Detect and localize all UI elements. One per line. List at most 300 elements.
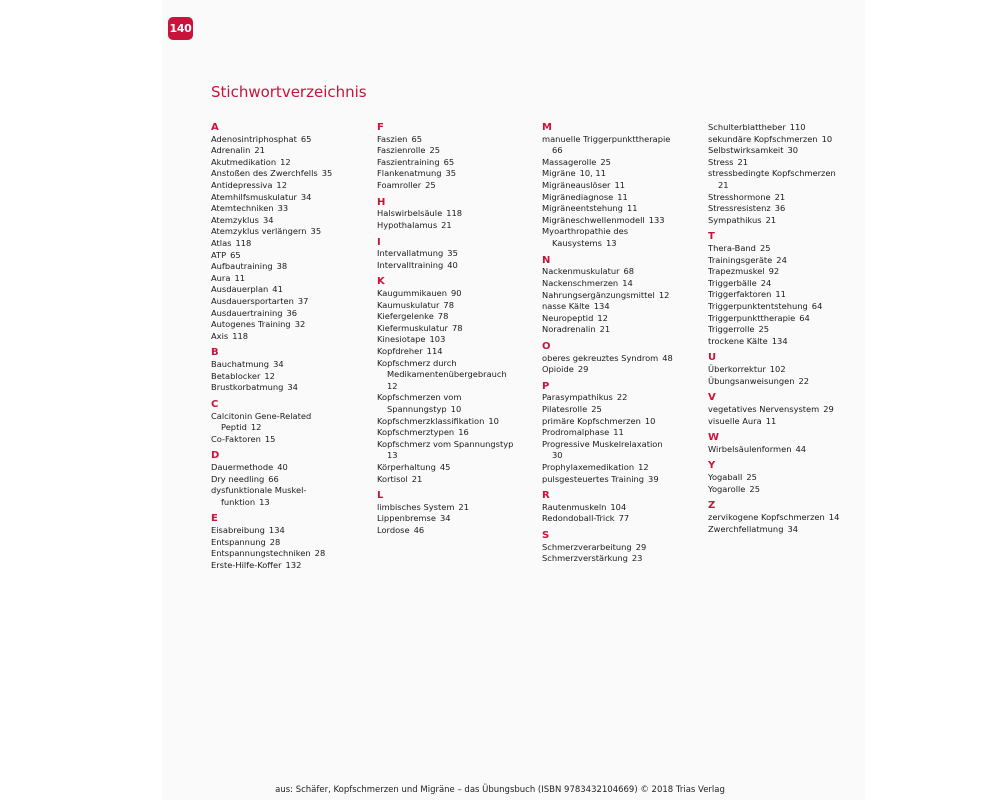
entry-term: Rautenmuskeln: [542, 501, 607, 512]
entry-term: Thera-Band: [708, 243, 756, 254]
entry-page-ref: 25: [749, 483, 760, 494]
index-entry: [542, 134, 702, 146]
index-entry: [542, 203, 702, 215]
entry-page-ref: 32: [294, 319, 306, 330]
entry-term: Dauermethode: [211, 462, 274, 472]
entry-term: Ausdauersportarten: [211, 296, 294, 306]
index-entry: [211, 422, 371, 434]
index-entry: [708, 524, 868, 536]
index-entry: [708, 203, 868, 215]
entry-term: Redondoball-Trick: [542, 513, 615, 524]
entry-term: Akutmedikation: [211, 156, 277, 167]
entry-term: nasse Kälte: [542, 301, 590, 312]
section-letter: B: [211, 347, 219, 359]
entry-term: Aura: [211, 272, 231, 283]
entry-term: Kaugummikauen: [377, 288, 447, 299]
entry-page-ref: 11: [617, 191, 628, 202]
entry-page-ref: 11: [775, 289, 786, 300]
index-section: [542, 255, 702, 336]
source-footer: aus: Schäfer, Kopfschmerzen und Migräne – das Übungsbuch (ISBN 9783432104669) © 2018 Trias Verlag: [275, 785, 725, 795]
entry-page-ref: 78: [451, 322, 463, 333]
entry-term: Lippenbremse: [377, 513, 436, 524]
section-letter: S: [542, 530, 550, 542]
entry-page-ref: 25: [759, 243, 771, 254]
entry-term: Foamroller: [377, 180, 422, 191]
entry-term: Kiefermuskulatur: [377, 322, 448, 333]
entry-page-ref: 48: [662, 352, 673, 363]
index-section: [211, 347, 371, 393]
entry-term: 12: [387, 380, 398, 391]
entry-page-ref: 35: [321, 168, 333, 179]
entry-page-ref: 35: [310, 226, 322, 237]
index-entry: [542, 353, 702, 365]
index-column-2: [377, 122, 537, 542]
entry-page-ref: 37: [297, 296, 309, 306]
section-letter: N: [542, 254, 551, 266]
index-entry: [377, 311, 537, 323]
entry-term: Hypothalamus: [377, 219, 438, 230]
index-entry: [377, 462, 537, 474]
section-letter: M: [542, 122, 552, 133]
index-entry: [377, 450, 537, 462]
entry-page-ref: 34: [300, 191, 312, 202]
entry-term: Intervalltraining: [377, 259, 444, 270]
index-entry: [377, 334, 537, 346]
index-entry: [377, 416, 537, 428]
index-entry: [377, 134, 537, 146]
index-entry: [542, 324, 702, 336]
index-entry: [708, 289, 868, 301]
entry-term: stressbedingte Kopfschmerzen: [708, 168, 836, 179]
entry-term: Progressive Muskelrelaxation: [542, 438, 663, 449]
entry-term: Nackenmuskulatur: [542, 266, 620, 277]
entry-page-ref: 65: [411, 133, 423, 144]
index-column-1: [211, 122, 371, 576]
index-entry: [211, 474, 371, 486]
index-entry: [211, 411, 371, 423]
index-entry: [211, 319, 371, 331]
entry-page-ref: 34: [439, 513, 451, 524]
entry-page-ref: 41: [272, 284, 283, 295]
entry-term: Schmerzverarbeitung: [542, 541, 632, 552]
entry-term: Triggerrolle: [708, 324, 755, 335]
entry-term: 66: [552, 145, 563, 156]
index-entry: [708, 278, 868, 290]
entry-page-ref: 13: [259, 496, 270, 507]
index-entry: [708, 324, 868, 336]
entry-page-ref: 28: [269, 536, 281, 547]
entry-term: manuelle Triggerpunkttherapie: [542, 133, 671, 144]
section-letter: Z: [708, 500, 716, 512]
entry-term: Autogenes Training: [211, 319, 291, 330]
index-entry: [377, 168, 537, 180]
entry-term: Kausystems: [552, 238, 602, 249]
entry-page-ref: 12: [276, 180, 287, 191]
entry-page-ref: 35: [445, 168, 457, 179]
entry-page-ref: 38: [276, 261, 288, 272]
entry-term: Pilatesrolle: [542, 404, 588, 415]
entry-page-ref: 14: [828, 511, 840, 522]
index-entry: [542, 474, 702, 486]
entry-page-ref: 12: [280, 156, 291, 167]
entry-term: Kinesiotape: [377, 334, 426, 345]
index-entry: [211, 215, 371, 227]
entry-term: Faszienrolle: [377, 145, 426, 156]
index-entry: [211, 308, 371, 320]
index-entry: [377, 208, 537, 220]
entry-term: Neuropeptid: [542, 312, 594, 323]
entry-term: Migräneschwellenmodell: [542, 214, 645, 225]
index-entry: [542, 313, 702, 325]
entry-term: Halswirbelsäule: [377, 208, 443, 219]
entry-term: trockene Kälte: [708, 335, 768, 346]
index-entry: [211, 462, 371, 474]
entry-page-ref: 11: [626, 203, 638, 214]
entry-page-ref: 134: [771, 335, 788, 346]
entry-page-ref: 66: [268, 473, 279, 484]
entry-page-ref: 77: [618, 513, 630, 524]
entry-term: Lordose: [377, 525, 410, 536]
entry-page-ref: 134: [593, 301, 610, 312]
entry-page-ref: 64: [811, 301, 823, 311]
entry-page-ref: 46: [413, 525, 425, 536]
index-entry: [377, 346, 537, 358]
entry-term: Prodromalphase: [542, 427, 610, 438]
entry-page-ref: 25: [600, 156, 611, 167]
index-section: [542, 490, 702, 525]
entry-term: Triggerbälle: [708, 277, 757, 288]
entry-page-ref: 14: [622, 277, 633, 288]
index-entry: [708, 512, 868, 524]
entry-page-ref: 28: [314, 548, 326, 559]
index-entry: [708, 215, 868, 227]
index-entry: [542, 364, 702, 376]
entry-page-ref: 11: [234, 272, 245, 283]
entry-term: Dry needling: [211, 473, 265, 484]
entry-term: Stresshormone: [708, 191, 771, 202]
entry-page-ref: 40: [447, 259, 458, 270]
entry-term: 30: [552, 450, 563, 461]
index-entry: [542, 392, 702, 404]
entry-term: Calcitonin Gene-Related: [211, 410, 312, 421]
index-entry: [377, 427, 537, 439]
entry-term: Spannungstyp: [387, 404, 447, 415]
entry-page-ref: 21: [599, 324, 611, 335]
section-letter: Y: [708, 460, 716, 472]
entry-term: Überkorrektur: [708, 364, 766, 375]
section-letter: D: [211, 450, 220, 462]
entry-page-ref: 134: [268, 525, 285, 536]
entry-term: Wirbelsäulenformen: [708, 443, 792, 454]
entry-page-ref: 25: [758, 324, 770, 335]
entry-page-ref: 65: [230, 249, 241, 260]
entry-term: Flankenatmung: [377, 168, 442, 179]
index-entry: [708, 157, 868, 169]
index-entry: [377, 404, 537, 416]
entry-term: Faszien: [377, 133, 408, 144]
index-entry: [708, 122, 868, 134]
index-entry: [542, 513, 702, 525]
index-entry: [542, 427, 702, 439]
page-title: Stichwortverzeichnis: [211, 83, 367, 101]
index-section: [542, 381, 702, 485]
index-entry: [211, 485, 371, 497]
entry-page-ref: 22: [616, 392, 628, 403]
index-entry: [542, 226, 702, 238]
entry-term: Prophylaxemedikation: [542, 462, 635, 472]
section-letter: A: [211, 122, 219, 133]
entry-term: Adrenalin: [211, 145, 251, 156]
entry-page-ref: 118: [232, 330, 249, 341]
entry-page-ref: 35: [447, 248, 458, 259]
index-section: [377, 122, 537, 192]
index-entry: [377, 369, 537, 381]
index-entry: [708, 444, 868, 456]
entry-page-ref: 34: [787, 523, 799, 534]
section-letter: U: [708, 352, 717, 364]
index-entry: [211, 296, 371, 308]
entry-page-ref: 21: [765, 214, 777, 225]
entry-page-ref: 29: [635, 541, 647, 552]
index-entry: [542, 215, 702, 227]
entry-term: Nahrungsergänzungsmittel: [542, 289, 655, 300]
entry-term: Übungsanweisungen: [708, 375, 795, 386]
entry-term: Atemhilfsmuskulatur: [211, 191, 297, 202]
index-entry: [211, 134, 371, 146]
entry-term: Kiefergelenke: [377, 311, 434, 322]
entry-term: Anstoßen des Zwerchfells: [211, 168, 318, 179]
index-entry: [542, 404, 702, 416]
entry-page-ref: 12: [638, 462, 649, 472]
entry-term: Kopfschmerz vom Spannungstyp: [377, 438, 514, 449]
index-entry: [542, 157, 702, 169]
entry-page-ref: 102: [769, 364, 786, 375]
section-letter: H: [377, 196, 386, 208]
index-entry: [708, 266, 868, 278]
index-entry: [708, 364, 868, 376]
entry-term: Kopfschmerzen vom: [377, 392, 462, 403]
entry-page-ref: 39: [648, 473, 659, 484]
section-letter: T: [708, 231, 715, 243]
index-entry: [211, 226, 371, 238]
entry-page-ref: 23: [631, 553, 643, 564]
entry-term: Kopfschmerzklassifikation: [377, 415, 485, 426]
index-entry: [708, 313, 868, 325]
entry-term: Stress: [708, 156, 734, 167]
index-entry: [542, 462, 702, 474]
index-entry: [542, 192, 702, 204]
index-entry: [377, 300, 537, 312]
entry-term: dysfunktionale Muskel-: [211, 485, 307, 496]
index-entry: [708, 168, 868, 180]
index-section: [377, 490, 537, 536]
entry-page-ref: 45: [439, 462, 451, 472]
index-entry: [377, 525, 537, 537]
entry-page-ref: 29: [577, 364, 589, 375]
entry-term: Ausdauerplan: [211, 284, 269, 295]
index-entry: [708, 472, 868, 484]
entry-term: Triggerpunkttherapie: [708, 312, 796, 323]
entry-page-ref: 114: [426, 346, 443, 357]
index-entry: [211, 434, 371, 446]
entry-page-ref: 12: [250, 422, 262, 433]
index-section: [708, 460, 868, 495]
entry-page-ref: 33: [277, 203, 289, 214]
entry-page-ref: 132: [285, 559, 302, 570]
entry-term: Trapezmuskel: [708, 266, 765, 277]
entry-term: Adenosintriphosphat: [211, 133, 297, 144]
index-entry: [211, 382, 371, 394]
entry-term: Triggerfaktoren: [708, 289, 772, 300]
entry-page-ref: 13: [605, 238, 617, 249]
entry-term: primäre Kopfschmerzen: [542, 415, 641, 426]
index-entry: [542, 542, 702, 554]
index-entry: [708, 336, 868, 348]
entry-page-ref: 24: [776, 254, 787, 265]
entry-page-ref: 24: [760, 277, 772, 288]
index-entry: [211, 548, 371, 560]
entry-page-ref: 10: [488, 415, 499, 426]
entry-page-ref: 25: [425, 180, 436, 191]
index-entry: [211, 331, 371, 343]
index-entry: [377, 157, 537, 169]
index-entry: [377, 513, 537, 525]
index-entry: [542, 168, 702, 180]
index-entry: [708, 376, 868, 388]
index-entry: [542, 180, 702, 192]
entry-page-ref: 25: [746, 472, 757, 483]
index-entry: [211, 192, 371, 204]
index-entry: [211, 525, 371, 537]
index-section: [542, 530, 702, 565]
entry-term: ATP: [211, 249, 227, 260]
entry-page-ref: 118: [446, 208, 463, 219]
index-entry: [708, 134, 868, 146]
entry-page-ref: 110: [789, 122, 806, 132]
index-section: [708, 231, 868, 347]
entry-page-ref: 92: [768, 266, 780, 277]
index-section: [708, 432, 868, 455]
index-entry: [708, 243, 868, 255]
entry-term: oberes gekreuztes Syndrom: [542, 352, 659, 363]
page-number-badge: 140: [168, 17, 193, 40]
entry-term: funktion: [221, 496, 256, 507]
index-entry: [211, 250, 371, 262]
entry-page-ref: 16: [458, 427, 469, 438]
index-entry: [211, 261, 371, 273]
entry-term: Migräneauslöser: [542, 180, 611, 191]
entry-term: Trainingsgeräte: [708, 254, 773, 265]
entry-term: visuelle Aura: [708, 415, 762, 426]
section-letter: R: [542, 490, 550, 502]
section-letter: I: [377, 236, 381, 248]
entry-page-ref: 29: [823, 403, 834, 414]
entry-page-ref: 64: [799, 312, 810, 323]
entry-page-ref: 22: [798, 375, 810, 386]
entry-page-ref: 12: [264, 370, 275, 381]
entry-term: Migränediagnose: [542, 191, 614, 202]
index-section: [708, 352, 868, 387]
entry-term: limbisches System: [377, 501, 455, 512]
entry-term: Eisabreibung: [211, 525, 265, 536]
entry-term: vegetatives Nervensystem: [708, 403, 820, 414]
entry-page-ref: 12: [597, 312, 608, 323]
index-entry: [377, 392, 537, 404]
index-entry: [211, 371, 371, 383]
index-entry: [377, 439, 537, 451]
entry-term: Triggerpunktentstehung: [708, 301, 808, 311]
entry-term: Schulterblattheber: [708, 122, 786, 132]
index-section: [211, 450, 371, 508]
section-letter: V: [708, 392, 716, 404]
index-section: [377, 237, 537, 272]
entry-term: Kopfschmerztypen: [377, 427, 455, 438]
index-entry: [211, 497, 371, 509]
index-entry: [211, 359, 371, 371]
entry-term: Schmerzverstärkung: [542, 553, 628, 564]
entry-page-ref: 21: [411, 473, 423, 484]
entry-page-ref: 30: [787, 145, 799, 156]
index-entry: [377, 381, 537, 393]
index-entry: [542, 439, 702, 451]
entry-page-ref: 15: [264, 433, 276, 444]
entry-term: Yogarolle: [708, 483, 746, 494]
section-letter: L: [377, 490, 384, 502]
index-entry: [377, 248, 537, 260]
entry-term: Intervallatmung: [377, 248, 444, 259]
entry-term: Co-Faktoren: [211, 433, 261, 444]
entry-term: pulsgesteuertes Training: [542, 473, 645, 484]
index-section: [377, 276, 537, 485]
entry-term: Ausdauertraining: [211, 307, 283, 318]
entry-page-ref: 68: [623, 266, 635, 277]
entry-page-ref: 34: [287, 382, 298, 393]
entry-term: Axis: [211, 330, 229, 341]
index-entry: [708, 416, 868, 428]
index-entry: [377, 502, 537, 514]
entry-page-ref: 10, 11: [579, 168, 606, 179]
index-entry: [708, 255, 868, 267]
section-letter: K: [377, 276, 385, 288]
entry-page-ref: 25: [591, 404, 602, 415]
index-entry: [542, 266, 702, 278]
entry-term: Kortisol: [377, 473, 408, 484]
entry-term: Nackenschmerzen: [542, 277, 619, 288]
index-section: [211, 399, 371, 445]
entry-page-ref: 133: [648, 214, 665, 225]
index-entry: [542, 553, 702, 565]
index-entry: [708, 404, 868, 416]
entry-term: Medikamentenübergebrauch: [387, 369, 507, 380]
entry-page-ref: 65: [300, 133, 312, 144]
entry-term: zervikogene Kopfschmerzen: [708, 511, 825, 522]
entry-page-ref: 21: [458, 501, 469, 512]
entry-term: Antidepressiva: [211, 180, 273, 191]
entry-page-ref: 36: [286, 307, 298, 318]
entry-term: Migräne: [542, 168, 576, 179]
section-letter: E: [211, 513, 218, 525]
entry-term: Atemzyklus: [211, 214, 259, 225]
entry-term: Noradrenalin: [542, 324, 596, 335]
index-entry: [211, 284, 371, 296]
entry-term: Aufbautraining: [211, 261, 273, 272]
index-entry: [377, 220, 537, 232]
entry-page-ref: 104: [610, 501, 627, 512]
section-letter: P: [542, 380, 550, 392]
index-entry: [211, 238, 371, 250]
entry-page-ref: 21: [737, 156, 749, 167]
entry-term: Migräneentstehung: [542, 203, 623, 214]
